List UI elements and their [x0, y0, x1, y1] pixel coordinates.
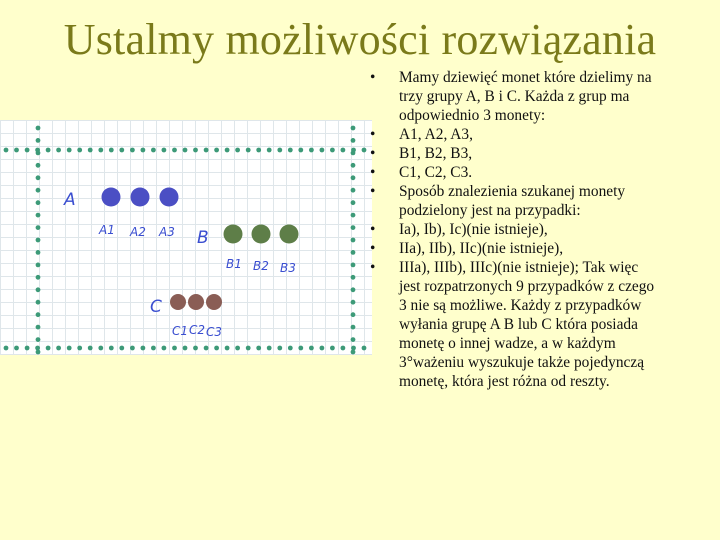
top-border-dot	[77, 148, 82, 153]
top-border-dot	[56, 148, 61, 153]
left-border-dot	[36, 151, 41, 156]
bottom-border-dot	[214, 346, 219, 351]
coin-a1	[102, 188, 121, 207]
slide-title: Ustalmy możliwości rozwiązania	[63, 15, 657, 64]
top-border-dot	[330, 148, 335, 153]
top-border-dot	[172, 148, 177, 153]
coin-c2	[188, 294, 204, 310]
right-border-dot	[351, 337, 356, 342]
top-border-dot	[298, 148, 303, 153]
coin-c2-label: C2	[189, 323, 206, 337]
left-border-dot	[36, 312, 41, 317]
top-border-dot	[46, 148, 51, 153]
left-border-dot	[36, 225, 41, 230]
right-border-dot	[351, 238, 356, 243]
bottom-border-dot	[225, 346, 230, 351]
right-border-dot	[351, 312, 356, 317]
right-border-dot	[351, 151, 356, 156]
left-border-dot	[36, 213, 41, 218]
top-border-dot	[277, 148, 282, 153]
bottom-border-dot	[141, 346, 146, 351]
bottom-border-dot	[151, 346, 156, 351]
left-border-dot	[36, 238, 41, 243]
bottom-border-dot	[172, 346, 177, 351]
bottom-border-dot	[193, 346, 198, 351]
bottom-border-dot	[56, 346, 61, 351]
top-border-dot	[193, 148, 198, 153]
top-border-dot	[256, 148, 261, 153]
left-border-dot	[36, 263, 41, 268]
bullet-item: • C1, C2, C3.	[362, 163, 662, 182]
right-border-dot	[351, 175, 356, 180]
right-border-dot	[351, 138, 356, 143]
right-border-dot	[351, 250, 356, 255]
right-border-dot	[351, 126, 356, 131]
coin-a2	[131, 188, 150, 207]
bottom-border-dot	[267, 346, 272, 351]
top-border-dot	[25, 148, 30, 153]
bottom-border-dot	[330, 346, 335, 351]
coin-groups-figure	[0, 120, 372, 355]
coin-a3	[160, 188, 179, 207]
coin-b3-label: B3	[280, 261, 296, 275]
bullet-item: • A1, A2, A3,	[362, 125, 662, 144]
coin-a1-label: A1	[99, 223, 115, 237]
bottom-border-dot	[67, 346, 72, 351]
top-border-dot	[151, 148, 156, 153]
left-border-dot	[36, 287, 41, 292]
coin-c1	[170, 294, 186, 310]
bottom-border-dot	[298, 346, 303, 351]
coin-a3-label: A3	[159, 225, 175, 239]
coin-b2	[252, 225, 271, 244]
top-border-dot	[88, 148, 93, 153]
coin-a2-label: A2	[130, 225, 146, 239]
bottom-border-dot	[235, 346, 240, 351]
bottom-border-dot	[320, 346, 325, 351]
left-border-dot	[36, 350, 41, 355]
bottom-border-dot	[183, 346, 188, 351]
top-border-dot	[341, 148, 346, 153]
top-border-dot	[141, 148, 146, 153]
bottom-border-dot	[341, 346, 346, 351]
right-border-dot	[351, 275, 356, 280]
left-border-dot	[36, 325, 41, 330]
right-border-dot	[351, 325, 356, 330]
top-border-dot	[14, 148, 19, 153]
coin-c3	[206, 294, 222, 310]
top-border-dot	[225, 148, 230, 153]
top-border-dot	[183, 148, 188, 153]
bottom-border-dot	[109, 346, 114, 351]
group-b-label: B	[197, 228, 209, 248]
top-border-dot	[235, 148, 240, 153]
left-border-dot	[36, 250, 41, 255]
bottom-border-dot	[119, 346, 124, 351]
coin-b1	[224, 225, 243, 244]
left-border-dot	[36, 138, 41, 143]
bullet-list	[362, 68, 662, 391]
bottom-border-dot	[25, 346, 30, 351]
coin-b3	[280, 225, 299, 244]
bottom-border-dot	[4, 346, 9, 351]
bottom-border-dot	[162, 346, 167, 351]
left-border-dot	[36, 200, 41, 205]
dotted-borders	[4, 126, 367, 355]
top-border-dot	[109, 148, 114, 153]
right-border-dot	[351, 200, 356, 205]
right-border-dot	[351, 163, 356, 168]
top-border-dot	[267, 148, 272, 153]
bottom-border-dot	[98, 346, 103, 351]
left-border-dot	[36, 188, 41, 193]
bullet-item: • Mamy dziewięć monet które dzielimy na trzy grupy A, B i C. Każda z grup ma odpowiednio 3 monety:	[362, 68, 662, 125]
group-c-label: C	[150, 297, 162, 317]
left-border-dot	[36, 126, 41, 131]
bottom-border-dot	[14, 346, 19, 351]
right-border-dot	[351, 263, 356, 268]
right-border-dot	[351, 225, 356, 230]
coin-groups-photo	[0, 120, 372, 355]
bottom-border-dot	[77, 346, 82, 351]
bottom-border-dot	[130, 346, 135, 351]
top-border-dot	[320, 148, 325, 153]
right-border-dot	[351, 287, 356, 292]
top-border-dot	[246, 148, 251, 153]
bullet-item: • IIIa), IIIb), IIIc)(nie istnieje); Tak więc jest rozpatrzonych 9 przypadków z czego 3 nie są możliwe. Każdy z przypadków wyłania grupę A B lub C która posiada monetę o innej wadze, a w każdym 3°ważeniu wyszukuje także pojedynczą monetę, która jest różna od reszty.	[362, 258, 662, 391]
bottom-border-dot	[277, 346, 282, 351]
top-border-dot	[98, 148, 103, 153]
right-border-dot	[351, 213, 356, 218]
coin-c3-label: C3	[206, 325, 223, 339]
top-border-dot	[288, 148, 293, 153]
bottom-border-dot	[88, 346, 93, 351]
top-border-dot	[309, 148, 314, 153]
bullet-item: • B1, B2, B3,	[362, 144, 662, 163]
right-border-dot	[351, 300, 356, 305]
top-border-dot	[4, 148, 9, 153]
left-border-dot	[36, 275, 41, 280]
left-border-dot	[36, 337, 41, 342]
coin-c1-label: C1	[172, 324, 189, 338]
bottom-border-dot	[256, 346, 261, 351]
bottom-border-dot	[46, 346, 51, 351]
right-border-dot	[351, 188, 356, 193]
left-border-dot	[36, 300, 41, 305]
coin-b2-label: B2	[253, 259, 269, 273]
top-border-dot	[67, 148, 72, 153]
right-border-dot	[351, 350, 356, 355]
bottom-border-dot	[204, 346, 209, 351]
bullet-item: • Sposób znalezienia szukanej monety podzielony jest na przypadki:	[362, 182, 662, 220]
coin-b1-label: B1	[226, 257, 242, 271]
top-border-dot	[119, 148, 124, 153]
left-border-dot	[36, 175, 41, 180]
bottom-border-dot	[309, 346, 314, 351]
left-border-dot	[36, 163, 41, 168]
bottom-border-dot	[288, 346, 293, 351]
top-border-dot	[214, 148, 219, 153]
bullet-item: • Ia), Ib), Ic)(nie istnieje),	[362, 220, 662, 239]
top-border-dot	[162, 148, 167, 153]
top-border-dot	[204, 148, 209, 153]
group-a-label: A	[64, 190, 76, 210]
top-border-dot	[130, 148, 135, 153]
bullet-item: • IIa), IIb), IIc)(nie istnieje),	[362, 239, 662, 258]
bottom-border-dot	[246, 346, 251, 351]
